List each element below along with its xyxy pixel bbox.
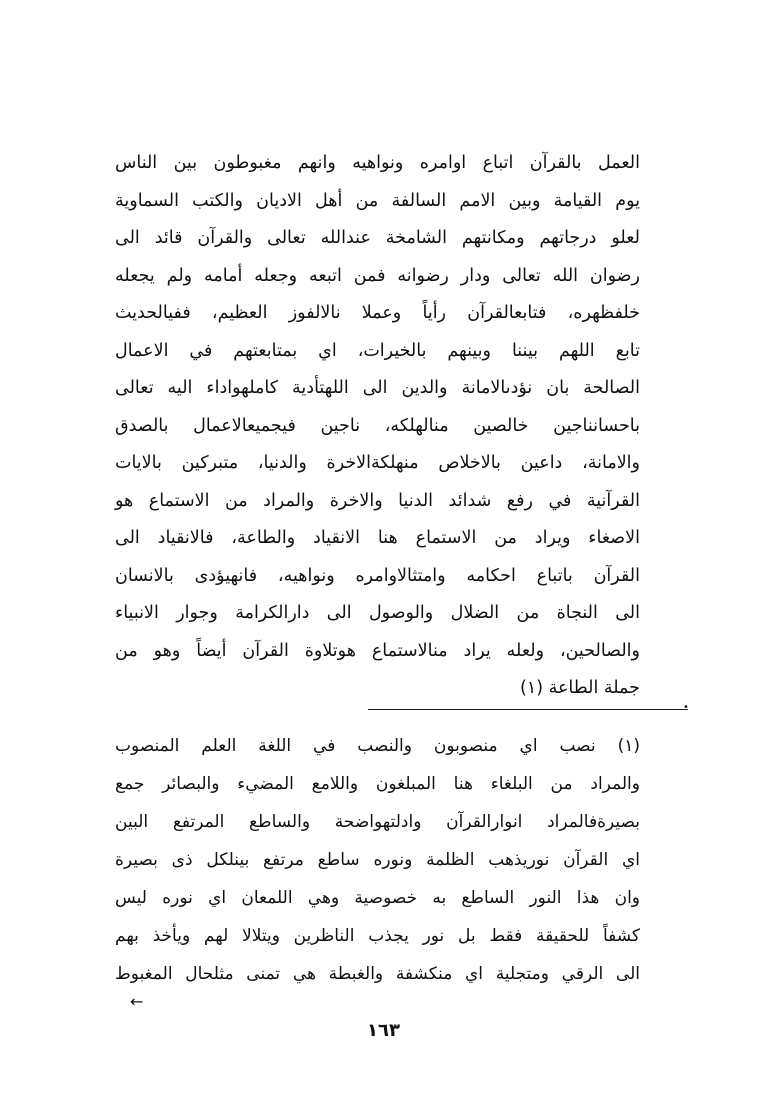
footnote xyxy=(115,727,640,993)
text-line: يوم القيامة وبين الامم السالفة من أهل الاديان والكتب السماوية xyxy=(115,190,640,211)
text-line: باحسانناجين خالصين منالهلكه، ناجين فيجميعالاعمال بالصدق xyxy=(115,415,640,436)
continuation-arrow-icon: ← xyxy=(130,992,144,1011)
text-line: الاصغاء ويراد من الاستماع هنا الانقياد والطاعة، فالانقياد الى xyxy=(115,528,640,548)
footnote-line: بصيرةفالمراد انوارالقرآن وادلتهواضحة والساطع المرتفع البين xyxy=(115,812,640,832)
text-line: والصالحين، ولعله يراد منالاستماع هوتلاوة القرآن أيضاً وهو من xyxy=(115,640,640,661)
text-line: الى النجاة من الضلال والوصول الى دارالكرامة وجوار الانبياء xyxy=(115,603,640,623)
footnote-separator xyxy=(368,709,688,710)
footnote-line: اي القرآن نوريذهب الظلمة ونوره ساطع مرتفع بينلكل ذى بصيرة xyxy=(115,850,640,870)
text-line: جملة الطاعة (١) xyxy=(519,678,640,698)
text-line: القرآن باتباع احكامه وامتثالاوامره ونواهيه، فانهيؤدى بالانسان xyxy=(115,565,640,586)
text-line: والامانة، داعين بالاخلاص منهلكةالاخرة والدنيا، متبركين بالايات xyxy=(115,453,640,473)
footnote-line: كشفاً للحقيقة فقط بل نور يجذب الناظرين ويتلالا لهم ويأخذ بهم xyxy=(115,926,640,946)
footnote-line: وان هذا النور الساطع به خصوصية وهي اللمعان اي نوره ليس xyxy=(115,888,640,908)
text-line: العمل بالقرآن اتباع اوامره ونواهيه وانهم مغبوطون بين الناس xyxy=(115,153,640,173)
text-line: رضوان الله تعالى ودار رضوانه فمن اتبعه وجعله أمامه ولم يجعله xyxy=(115,265,640,286)
footnote-line: الى الرقي ومتجلية اي منكشفة والغبطة هي تمنى مثلحال المغبوط xyxy=(115,964,640,984)
separator-mark: • xyxy=(683,702,689,713)
page-number: ١٦٣ xyxy=(367,1020,400,1041)
footnote-line: (١) نصب اي منصوبون والنصب في اللغة العلم المنصوب xyxy=(115,736,640,756)
footnote-line: والمراد من البلغاء هنا المبلغون واللامع المضيء والبصائر جمع xyxy=(115,774,640,794)
text-line: لعلو درجاتهم ومكانتهم الشامخة عندالله تعالى والقرآن قائد الى xyxy=(115,228,640,248)
main-text xyxy=(115,145,640,708)
text-line: القرآنية في رفع شدائد الدنيا والاخرة والمراد من الاستماع هو xyxy=(115,490,640,511)
text-line: خلفظهره، فتابعالقرآن رأياً وعملا نالالفوز العظيم، ففيالحديث xyxy=(115,303,640,323)
text-line: تابع اللهم بيننا وبينهم بالخيرات، اي بمتابعتهم في الاعمال xyxy=(115,340,640,361)
text-line: الصالحة بان نؤدىالامانة والدين الى اللهتأدية كاملهواداء اليه تعالى xyxy=(115,378,640,398)
